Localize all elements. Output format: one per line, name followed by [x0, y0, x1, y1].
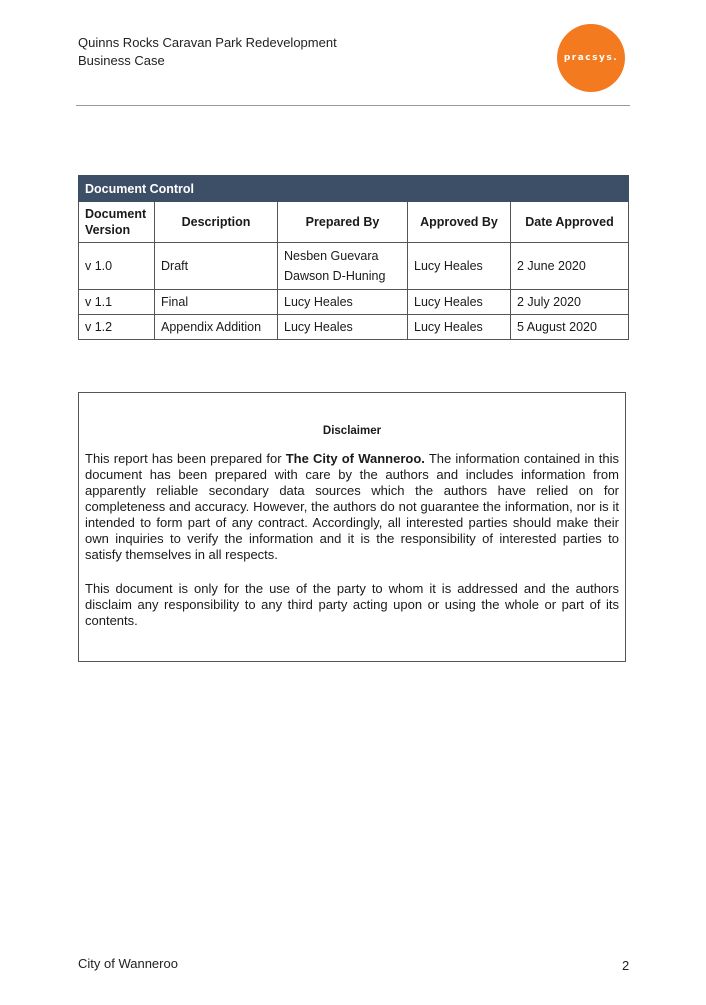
- cell-version: v 1.0: [79, 243, 155, 290]
- cell-approved-by: Lucy Heales: [408, 243, 511, 290]
- cell-date-approved: 5 August 2020: [511, 315, 629, 340]
- table-row: [79, 243, 629, 290]
- disclaimer-paragraph: [85, 451, 619, 563]
- column-header-date-approved: Date Approved: [511, 202, 629, 243]
- column-header-version: [79, 202, 155, 243]
- table-row: [79, 290, 629, 315]
- document-header-title: [78, 34, 337, 70]
- cell-approved-by: Lucy Heales: [408, 315, 511, 340]
- preparer-name: Nesben Guevara: [284, 249, 379, 263]
- disclaimer-title: Disclaimer: [322, 425, 382, 437]
- disclaimer-text: This report has been prepared for: [85, 451, 286, 466]
- document-type: Business Case: [78, 53, 165, 68]
- cell-prepared-by: [278, 243, 408, 290]
- project-name: Quinns Rocks Caravan Park Redevelopment: [78, 35, 337, 50]
- column-header-description: Description: [155, 202, 278, 243]
- cell-prepared-by: Lucy Heales: [278, 315, 408, 340]
- cell-date-approved: 2 June 2020: [511, 243, 629, 290]
- version-header-line1: Document: [85, 207, 147, 221]
- pracsys-logo: [557, 24, 625, 92]
- cell-description: Appendix Addition: [155, 315, 278, 340]
- column-header-approved-by: Approved By: [408, 202, 511, 243]
- column-header-prepared-by: Prepared By: [278, 202, 408, 243]
- cell-description: Draft: [155, 243, 278, 290]
- cell-version: v 1.2: [79, 315, 155, 340]
- cell-approved-by: Lucy Heales: [408, 290, 511, 315]
- document-control-table: [78, 175, 629, 340]
- disclaimer-paragraph: This document is only for the use of the party to whom it is addressed and the authors disclaim any responsibility to any third party acting upon or using the whole or part of its contents.: [85, 581, 619, 628]
- logo-text: pracsys.: [563, 53, 619, 63]
- page-number: 2: [622, 958, 630, 973]
- cell-date-approved: 2 July 2020: [511, 290, 629, 315]
- cell-prepared-by: Lucy Heales: [278, 290, 408, 315]
- cell-description: Final: [155, 290, 278, 315]
- footer-organisation: City of Wanneroo: [78, 956, 178, 971]
- version-header-line2: Version: [85, 223, 131, 237]
- disclaimer-text: The information contained in this document has been prepared with care by the authors and includes information from apparently reliable secondary data sources which the authors have relied on for completeness and accuracy. However, the authors do not guarantee the information, nor is it intended to form part of any contract. Accordingly, all interested parties should make their own inquiries to verify the information and it is the responsibility of interested parties to satisfy themselves in all respects.: [85, 451, 619, 562]
- client-name: The City of Wanneroo.: [285, 451, 425, 466]
- header-divider: [76, 105, 630, 106]
- cell-version: v 1.1: [79, 290, 155, 315]
- table-title-row: [79, 176, 629, 202]
- table-header-row: [79, 202, 629, 243]
- preparer-name: Dawson D-Huning: [284, 269, 386, 283]
- table-title: Document Control: [79, 176, 629, 202]
- disclaimer-box: [78, 392, 626, 662]
- table-row: [79, 315, 629, 340]
